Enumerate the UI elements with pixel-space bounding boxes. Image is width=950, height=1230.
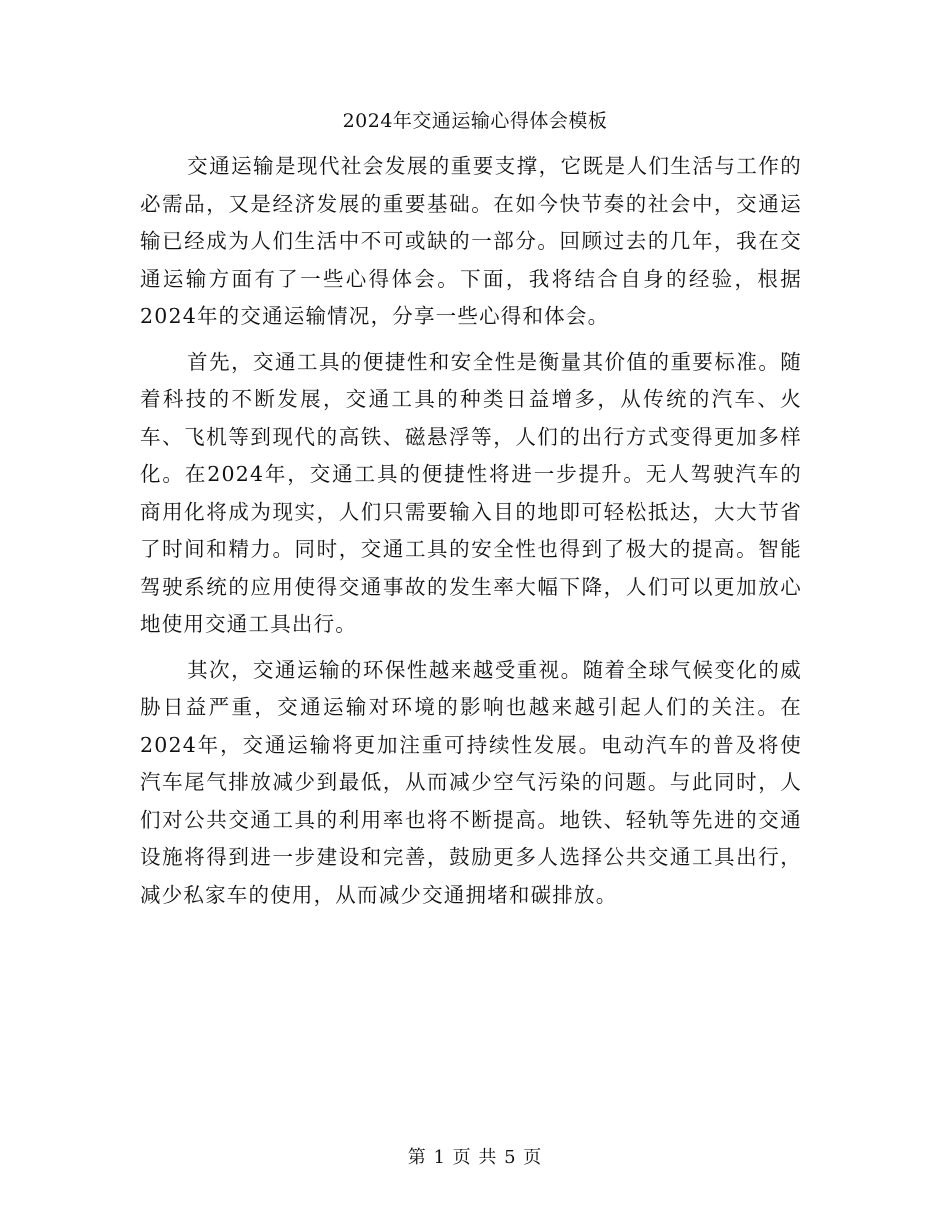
paragraph-second-point: 其次，交通运输的环保性越来越受重视。随着全球气候变化的威胁日益严重，交通运输对环境的影响也越来越引起人们的关注。在2024年，交通运输将更加注重可持续性发展。电动汽车的普及将使汽车尾气排放减少到最低，从而减少空气污染的问题。与此同时，人们对公共交通工具的利用率也将不断提高。地铁、轻轨等先进的交通设施将得到进一步建设和完善，鼓励更多人选择公共交通工具出行，减少私家车的使用，从而减少交通拥堵和碳排放。 — [140, 657, 802, 907]
document-title: 2024年交通运输心得体会模板 — [342, 110, 608, 132]
page-number-footer: 第 1 页 共 5 页 — [407, 1147, 543, 1168]
document-body — [140, 148, 802, 922]
paragraph-first-point: 首先，交通工具的便捷性和安全性是衡量其价值的重要标准。随着科技的不断发展，交通工具的种类日益增多，从传统的汽车、火车、飞机等到现代的高铁、磁悬浮等，人们的出行方式变得更加多样化。在2024年，交通工具的便捷性将进一步提升。无人驾驶汽车的商用化将成为现实，人们只需要输入目的地即可轻松抵达，大大节省了时间和精力。同时，交通工具的安全性也得到了极大的提高。智能驾驶系统的应用使得交通事故的发生率大幅下降，人们可以更加放心地使用交通工具出行。 — [140, 349, 802, 636]
paragraph-intro: 交通运输是现代社会发展的重要支撑，它既是人们生活与工作的必需品，又是经济发展的重要基础。在如今快节奏的社会中，交通运输已经成为人们生活中不可或缺的一部分。回顾过去的几年，我在交通运输方面有了一些心得体会。下面，我将结合自身的经验，根据2024年的交通运输情况，分享一些心得和体会。 — [140, 154, 802, 328]
